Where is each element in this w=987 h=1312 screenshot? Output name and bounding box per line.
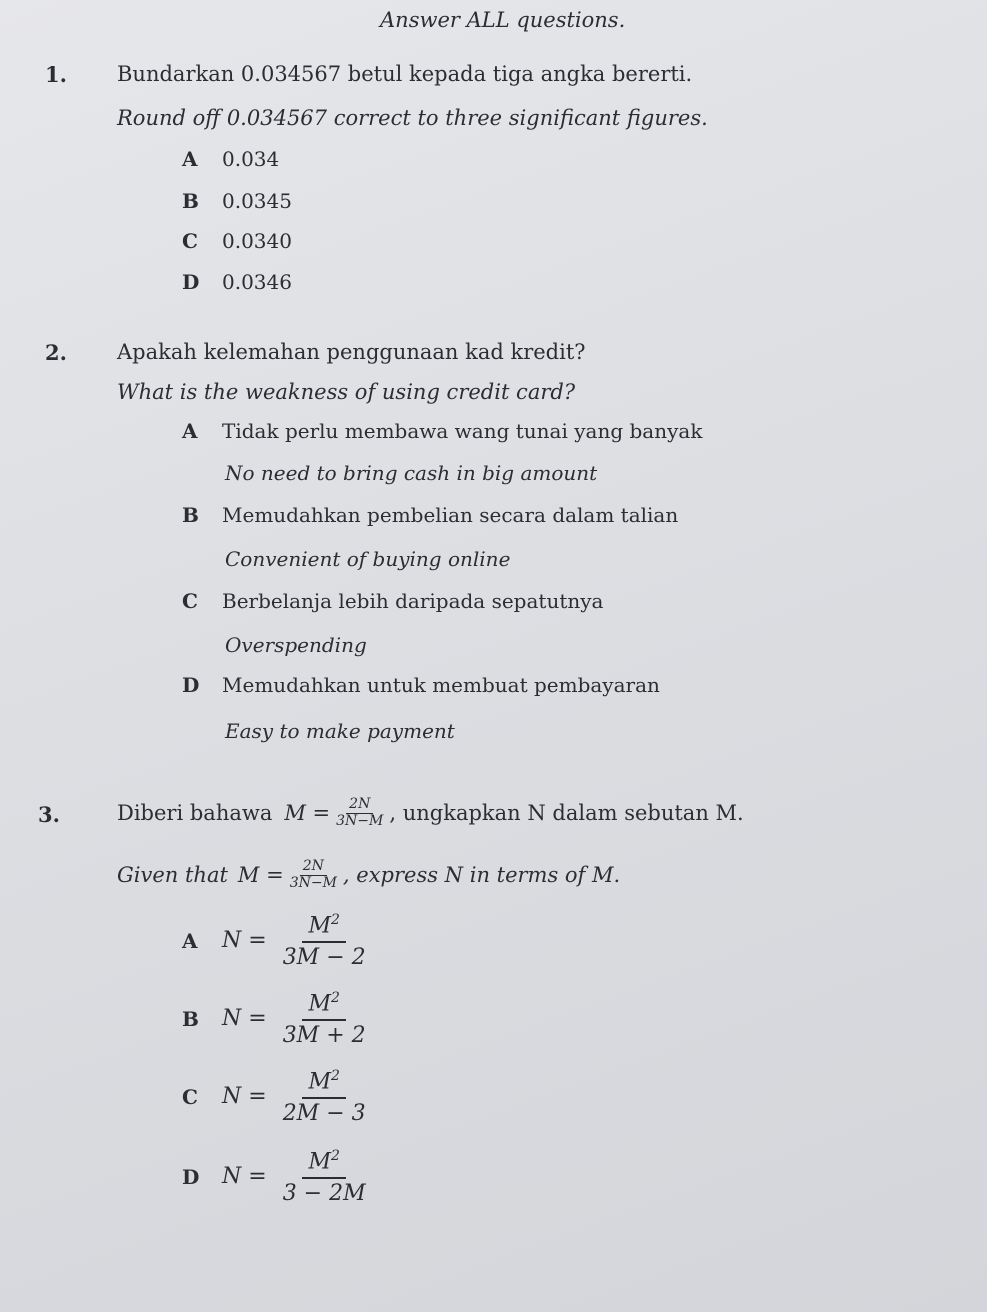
formula-lhs: N = [222, 928, 267, 954]
option-malay-text: Memudahkan untuk membuat pembayaran [222, 673, 660, 697]
option-letter: B [182, 189, 199, 213]
fraction-numerator: $M^2$ [302, 912, 345, 943]
q2-option-d-english: Easy to make payment [225, 719, 455, 743]
fraction-denominator: 3M − 2 [282, 944, 366, 970]
q1-option-d[interactable] [182, 270, 292, 294]
option-letter: A [182, 147, 198, 171]
q2-option-a[interactable] [182, 419, 702, 443]
fraction-denominator: 3N−M [289, 874, 337, 891]
q3-malay-suffix: , ungkapkan N dalam sebutan M. [389, 801, 744, 825]
q3-option-a[interactable] [182, 912, 372, 970]
formula-fraction [277, 990, 372, 1048]
q2-option-b-english: Convenient of buying online [225, 547, 511, 571]
q2-option-a-english: No need to bring cash in big amount [225, 461, 598, 485]
q3-given-fraction-english [287, 859, 340, 891]
instructions-heading: Answer ALL questions. [380, 8, 626, 32]
fraction-denominator: 3M + 2 [282, 1022, 366, 1048]
question-3-english [117, 850, 620, 900]
q2-option-b[interactable] [182, 503, 678, 527]
formula-fraction [277, 912, 372, 970]
option-malay-text: Tidak perlu membawa wang tunai yang banyak [222, 419, 703, 443]
q2-option-c-english: Overspending [225, 633, 367, 657]
q3-given-fraction [333, 797, 386, 829]
q3-english-suffix: , express N in terms of M. [342, 863, 621, 887]
option-formula [222, 1068, 372, 1126]
option-formula [222, 912, 372, 970]
question-1-malay: Bundarkan 0.034567 betul kepada tiga angka bererti. [117, 62, 693, 86]
q1-option-a[interactable] [182, 147, 279, 171]
q2-option-d[interactable] [182, 673, 660, 697]
option-text: 0.0346 [222, 270, 292, 294]
formula-fraction [277, 1148, 372, 1206]
fraction-denominator: 3N−M [336, 812, 384, 829]
option-formula [222, 990, 372, 1048]
option-letter: B [182, 503, 199, 527]
option-letter: D [182, 270, 200, 294]
fraction-denominator: 2M − 3 [282, 1100, 366, 1126]
option-letter: D [182, 673, 200, 697]
question-2-malay: Apakah kelemahan penggunaan kad kredit? [117, 340, 586, 364]
question-2-number: 2. [45, 340, 67, 365]
fraction-numerator: 2N [346, 797, 373, 813]
q3-option-c[interactable] [182, 1068, 372, 1126]
formula-lhs: N = [222, 1084, 267, 1110]
question-1-english: Round off 0.034567 correct to three significant figures. [117, 106, 708, 130]
question-3-number: 3. [38, 802, 60, 827]
q1-option-c[interactable] [182, 229, 292, 253]
q1-option-b[interactable] [182, 189, 292, 213]
question-3-malay [117, 788, 744, 838]
question-1-number: 1. [45, 62, 67, 87]
q3-option-b[interactable] [182, 990, 372, 1048]
q3-english-prefix: Given that [117, 863, 228, 887]
option-letter: C [182, 1084, 198, 1109]
question-2-english: What is the weakness of using credit card? [117, 380, 576, 404]
q2-option-c[interactable] [182, 589, 603, 613]
fraction-denominator: 3 − 2M [282, 1180, 366, 1206]
option-letter: D [182, 1164, 200, 1189]
option-letter: B [182, 1006, 199, 1031]
option-letter: C [182, 229, 198, 253]
option-malay-text: Berbelanja lebih daripada sepatutnya [222, 589, 604, 613]
option-text: 0.0340 [222, 229, 292, 253]
fraction-numerator: $M^2$ [302, 1068, 345, 1099]
formula-lhs: N = [222, 1164, 267, 1190]
q3-given-lhs: M = [284, 801, 331, 825]
fraction-numerator: $M^2$ [302, 1148, 345, 1179]
q3-malay-prefix: Diberi bahawa [117, 801, 273, 825]
option-text: 0.034 [222, 147, 280, 171]
option-text: 0.0345 [222, 189, 292, 213]
option-formula [222, 1148, 372, 1206]
fraction-numerator: $M^2$ [302, 990, 345, 1021]
q3-given-lhs-english: M = [237, 863, 284, 887]
option-letter: A [182, 419, 198, 443]
option-malay-text: Memudahkan pembelian secara dalam talian [222, 503, 679, 527]
option-letter: C [182, 589, 198, 613]
option-letter: A [182, 928, 198, 953]
q3-option-d[interactable] [182, 1148, 372, 1206]
formula-lhs: N = [222, 1006, 267, 1032]
formula-fraction [277, 1068, 372, 1126]
fraction-numerator: 2N [300, 859, 327, 875]
